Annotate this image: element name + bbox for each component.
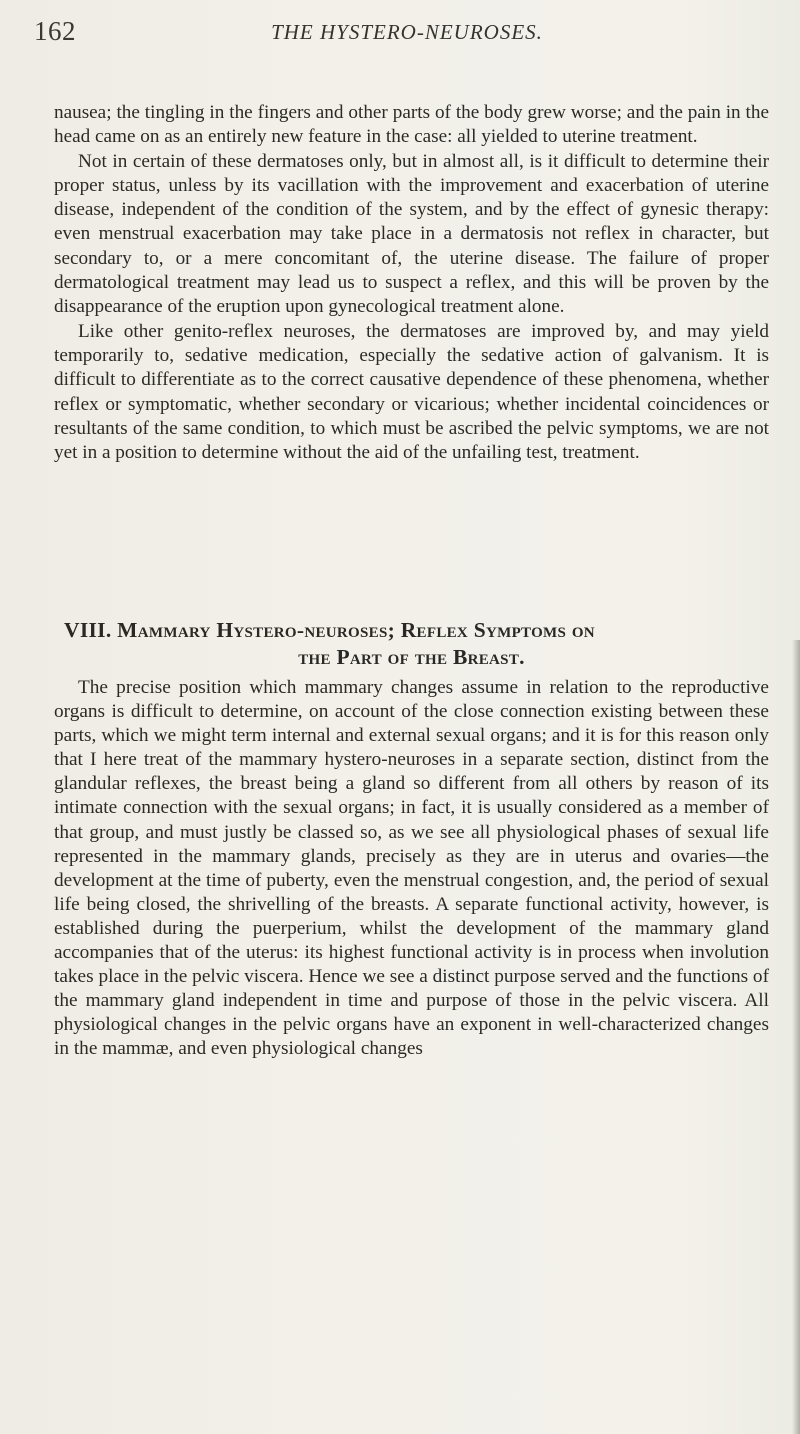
body-text-section [54, 676, 769, 1062]
section-heading-line-2: the Part of the Breast. [298, 645, 525, 669]
page-number: 162 [34, 16, 76, 46]
paragraph: nausea; the tingling in the fingers and other parts of the body grew worse; and the pain in the head came on as an entirely new feature in the case: all yielded to uterine treatment. [54, 102, 769, 148]
paragraph: Like other genito-reflex neuroses, the dermatoses are improved by, and may yield temporarily to, sedative medication, especially the sedative action of galvanism. It is difficult to differentiate as to the correct causative dependence of these phenomena, whether reflex or symptomatic, whether secondary or vicarious; whether incidental coincidences or resultants of the same condition, to which must be ascribed the pelvic symptoms, we are not yet in a position to determine without the aid of the unfailing test, treatment. [54, 320, 769, 464]
body-text-top [54, 101, 769, 465]
page-header [34, 16, 780, 56]
paragraph: The precise position which mammary changes assume in relation to the reproductive organs is difficult to determine, on account of the close connection existing between these parts, which we might term internal and external sexual organs; and it is for this reason only that I here treat of the mammary hystero-neuroses in a separate section, distinct from the glandular reflexes, the breast being a gland so different from all others by reason of its intimate connection with the sexual organs; in fact, it is usually considered as a member of that group, and must justly be classed so, as we see all physiological phases of sexual life represented in the mammary glands, precisely as they are in uterus and ovaries—the development at the time of puberty, even the menstrual congestion, and, the period of sexual life being closed, the shrivelling of the breasts. A separate functional activity, however, is established during the puerperium, whilst the development of the mammary gland accompanies that of the uterus: its highest functional activity is in process when involution takes place in the pelvic viscera. Hence we see a distinct purpose served and the functions of the mammary gland independent in time and purpose of those in the pelvic viscera. All physiological changes in the pelvic organs have an exponent in well-characterized changes in the mammæ, and even physiological changes [54, 677, 769, 1060]
running-title: THE HYSTERO-NEUROSES. [271, 20, 543, 44]
section-heading-line-1: VIII. Mammary Hystero-neuroses; Reflex Symptoms on [64, 618, 595, 642]
paragraph: Not in certain of these dermatoses only, but in almost all, is it difficult to determine their proper status, unless by its vacillation with the improvement and exacerbation of uterine disease, independent of the condition of the system, and by the effect of gynesic therapy: even menstrual exacerbation may take place in a dermatosis not reflex in character, but secondary to, or a mere concomitant of, the uterine disease. The failure of proper dermatological treatment may lead us to suspect a reflex, and this will be proven by the disappearance of the eruption upon gynecological treatment alone. [54, 150, 769, 318]
section-heading [54, 617, 769, 671]
page-edge-shadow [792, 640, 800, 1434]
